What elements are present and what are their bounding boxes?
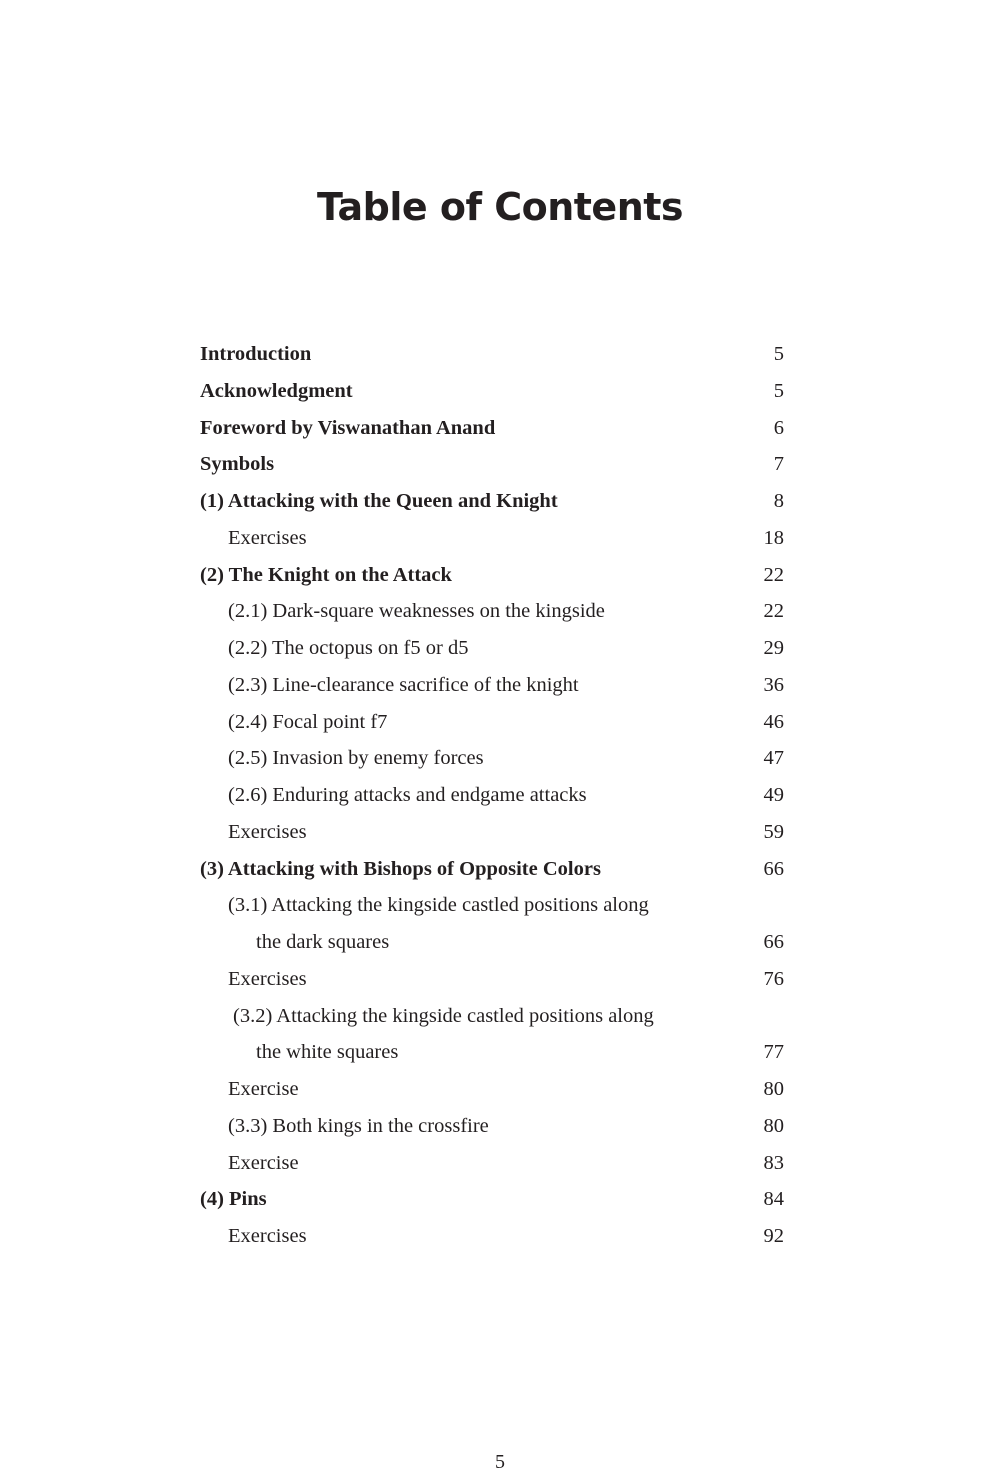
toc-entry: [200, 740, 784, 777]
toc-entry-page: 18: [763, 526, 784, 549]
toc-entry: [200, 630, 784, 667]
toc-entry: [200, 1145, 784, 1182]
page-title: Table of Contents: [316, 185, 684, 229]
toc-entry: [200, 520, 784, 557]
toc-entry: [200, 1071, 784, 1108]
toc-entry-label: Exercise: [228, 1078, 299, 1100]
toc-entry: [200, 814, 784, 851]
toc-entry-label: Symbols: [200, 453, 275, 476]
toc-entry-page: 59: [763, 820, 784, 843]
toc-entry: [200, 924, 784, 961]
table-of-contents: [200, 336, 784, 1255]
toc-entry: [200, 704, 784, 741]
toc-entry-page: 36: [763, 673, 784, 696]
toc-entry-label: Exercises: [228, 967, 307, 990]
toc-entry-page: 47: [763, 747, 784, 770]
toc-entry-label: (2.3) Line-clearance sacrifice of the knight: [228, 673, 579, 696]
toc-entry-page: 7: [773, 453, 784, 476]
toc-entry-page: 22: [763, 600, 784, 623]
toc-entry: [200, 887, 784, 924]
toc-entry-label: Introduction: [200, 343, 312, 365]
toc-entry-label: (3) Attacking with Bishops of Opposite Colors: [200, 857, 601, 880]
toc-entry-label: (2.1) Dark-square weaknesses on the kingside: [228, 600, 605, 623]
toc-entry: [200, 851, 784, 888]
toc-entry-label: (4) Pins: [200, 1188, 267, 1211]
toc-entry: [200, 593, 784, 630]
toc-entry-label: (3.1) Attacking the kingside castled positions along: [228, 894, 649, 917]
toc-entry: [200, 410, 784, 447]
toc-entry: [200, 1034, 784, 1071]
toc-entry: [200, 483, 784, 520]
toc-entry-page: 76: [763, 967, 784, 990]
toc-entry: [200, 961, 784, 998]
page-number: 5: [495, 1451, 505, 1473]
toc-entry-label: (2.2) The octopus on f5 or d5: [228, 637, 469, 659]
toc-entry-label: the white squares: [256, 1041, 399, 1064]
toc-entry: [200, 777, 784, 814]
toc-entry-page: 77: [763, 1041, 784, 1064]
toc-entry-label: Exercise: [228, 1151, 299, 1174]
toc-entry: [200, 336, 784, 373]
toc-entry-page: 83: [763, 1151, 784, 1174]
toc-entry-page: 22: [763, 563, 784, 586]
toc-entry-label: (3.2) Attacking the kingside castled positions along: [233, 1004, 654, 1027]
toc-entry-label: (1) Attacking with the Queen and Knight: [200, 490, 558, 512]
toc-entry-page: 29: [763, 637, 784, 659]
toc-entry: [200, 1108, 784, 1145]
toc-entry-page: 80: [763, 1114, 784, 1137]
toc-entry-label: Foreword by Viswanathan Anand: [200, 416, 496, 439]
toc-entry-label: the dark squares: [256, 931, 390, 953]
toc-entry-label: Exercises: [228, 526, 307, 549]
toc-entry: [200, 373, 784, 410]
toc-entry-page: 5: [773, 379, 784, 402]
toc-entry-page: 5: [773, 343, 784, 365]
toc-entry-page: 92: [763, 1225, 784, 1247]
toc-entry: [200, 446, 784, 483]
toc-entry: [200, 667, 784, 704]
toc-entry: [200, 1218, 784, 1255]
toc-entry-label: (2.6) Enduring attacks and endgame attacks: [228, 784, 587, 806]
toc-entry-label: (3.3) Both kings in the crossfire: [228, 1114, 489, 1137]
toc-entry-page: 8: [773, 490, 784, 512]
toc-entry-page: 66: [763, 931, 784, 953]
toc-entry-label: (2.4) Focal point f7: [228, 710, 388, 733]
toc-entry-page: 84: [763, 1188, 784, 1211]
toc-entry: [200, 1181, 784, 1218]
toc-entry-label: Exercises: [228, 1225, 307, 1247]
toc-entry: [200, 557, 784, 594]
toc-entry-label: Acknowledgment: [200, 379, 353, 402]
toc-entry-label: (2.5) Invasion by enemy forces: [228, 747, 484, 770]
toc-entry-label: Exercises: [228, 820, 307, 843]
toc-entry-page: 6: [773, 416, 784, 439]
toc-entry-page: 46: [763, 710, 784, 733]
toc-entry-label: (2) The Knight on the Attack: [200, 563, 452, 586]
toc-entry-page: 80: [763, 1078, 784, 1100]
toc-entry: [200, 998, 784, 1035]
toc-entry-page: 49: [763, 784, 784, 806]
toc-entry-page: 66: [763, 857, 784, 880]
